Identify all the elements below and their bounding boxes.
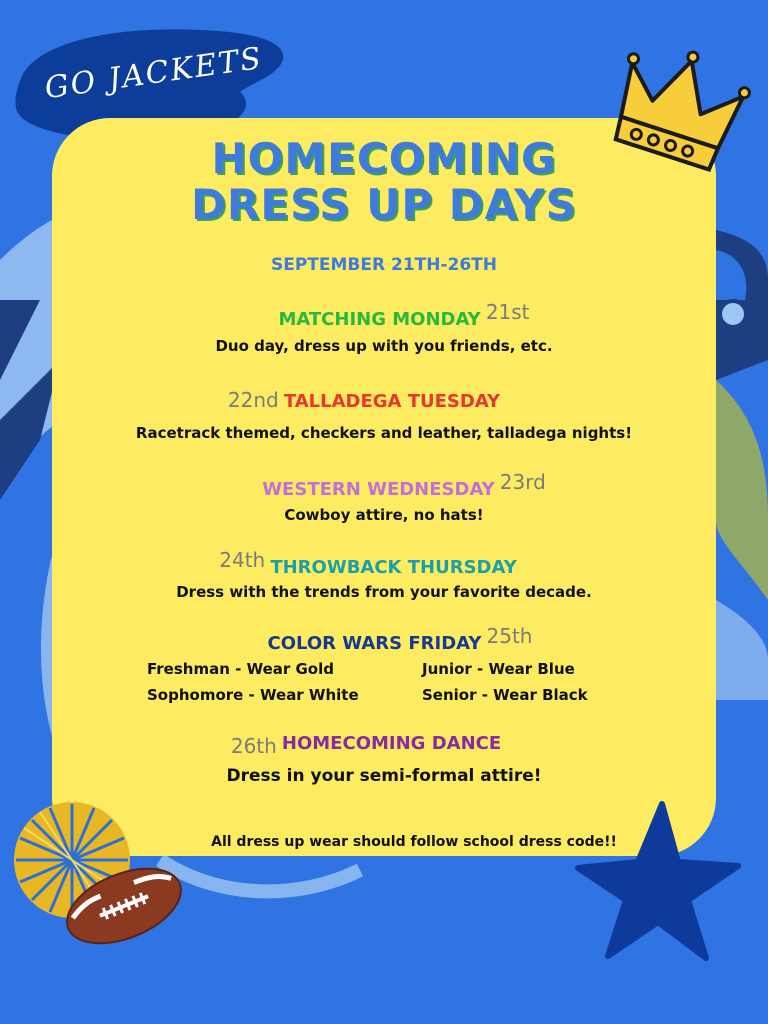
day-number: 23rd bbox=[499, 470, 546, 494]
day-name: COLOR WARS FRIDAY bbox=[267, 633, 482, 654]
day-tuesday bbox=[0, 388, 768, 412]
day-monday bbox=[0, 300, 768, 330]
day-number: 25th bbox=[486, 624, 533, 648]
dress-code-note: All dress up wear should follow school dress code!! bbox=[211, 834, 617, 850]
day-wednesday bbox=[0, 470, 768, 500]
day-number: 24th bbox=[219, 548, 266, 572]
date-range: SEPTEMBER 21TH-26TH bbox=[270, 255, 498, 275]
day-thursday bbox=[0, 548, 768, 578]
day-description: Cowboy attire, no hats! bbox=[284, 506, 484, 524]
title-line-1: HOMECOMING bbox=[211, 134, 557, 183]
day-dance bbox=[0, 733, 768, 758]
day-name: WESTERN WEDNESDAY bbox=[262, 479, 495, 500]
day-number: 22nd bbox=[227, 388, 279, 412]
day-friday bbox=[0, 624, 768, 654]
day-description: Dress with the trends from your favorite decade. bbox=[176, 583, 592, 601]
team-freshman: Freshman - Wear Gold bbox=[147, 660, 334, 678]
day-description: Racetrack themed, checkers and leather, talladega nights! bbox=[135, 424, 633, 442]
day-description: Duo day, dress up with you friends, etc. bbox=[215, 337, 553, 355]
title-line-2: DRESS UP DAYS bbox=[191, 180, 577, 229]
day-number: 26th bbox=[230, 734, 277, 758]
day-name: HOMECOMING DANCE bbox=[281, 733, 502, 754]
day-description: Dress in your semi-formal attire! bbox=[226, 766, 542, 786]
star-icon bbox=[574, 796, 744, 966]
day-name: THROWBACK THURSDAY bbox=[270, 557, 517, 578]
team-junior: Junior - Wear Blue bbox=[422, 660, 575, 678]
day-name: TALLADEGA TUESDAY bbox=[283, 391, 501, 412]
team-sophomore: Sophomore - Wear White bbox=[147, 686, 359, 704]
day-name: MATCHING MONDAY bbox=[278, 309, 481, 330]
day-number: 21st bbox=[485, 300, 530, 324]
football-icon bbox=[58, 858, 190, 954]
team-senior: Senior - Wear Black bbox=[422, 686, 588, 704]
go-jackets-badge: GO JACKETS bbox=[42, 40, 265, 107]
